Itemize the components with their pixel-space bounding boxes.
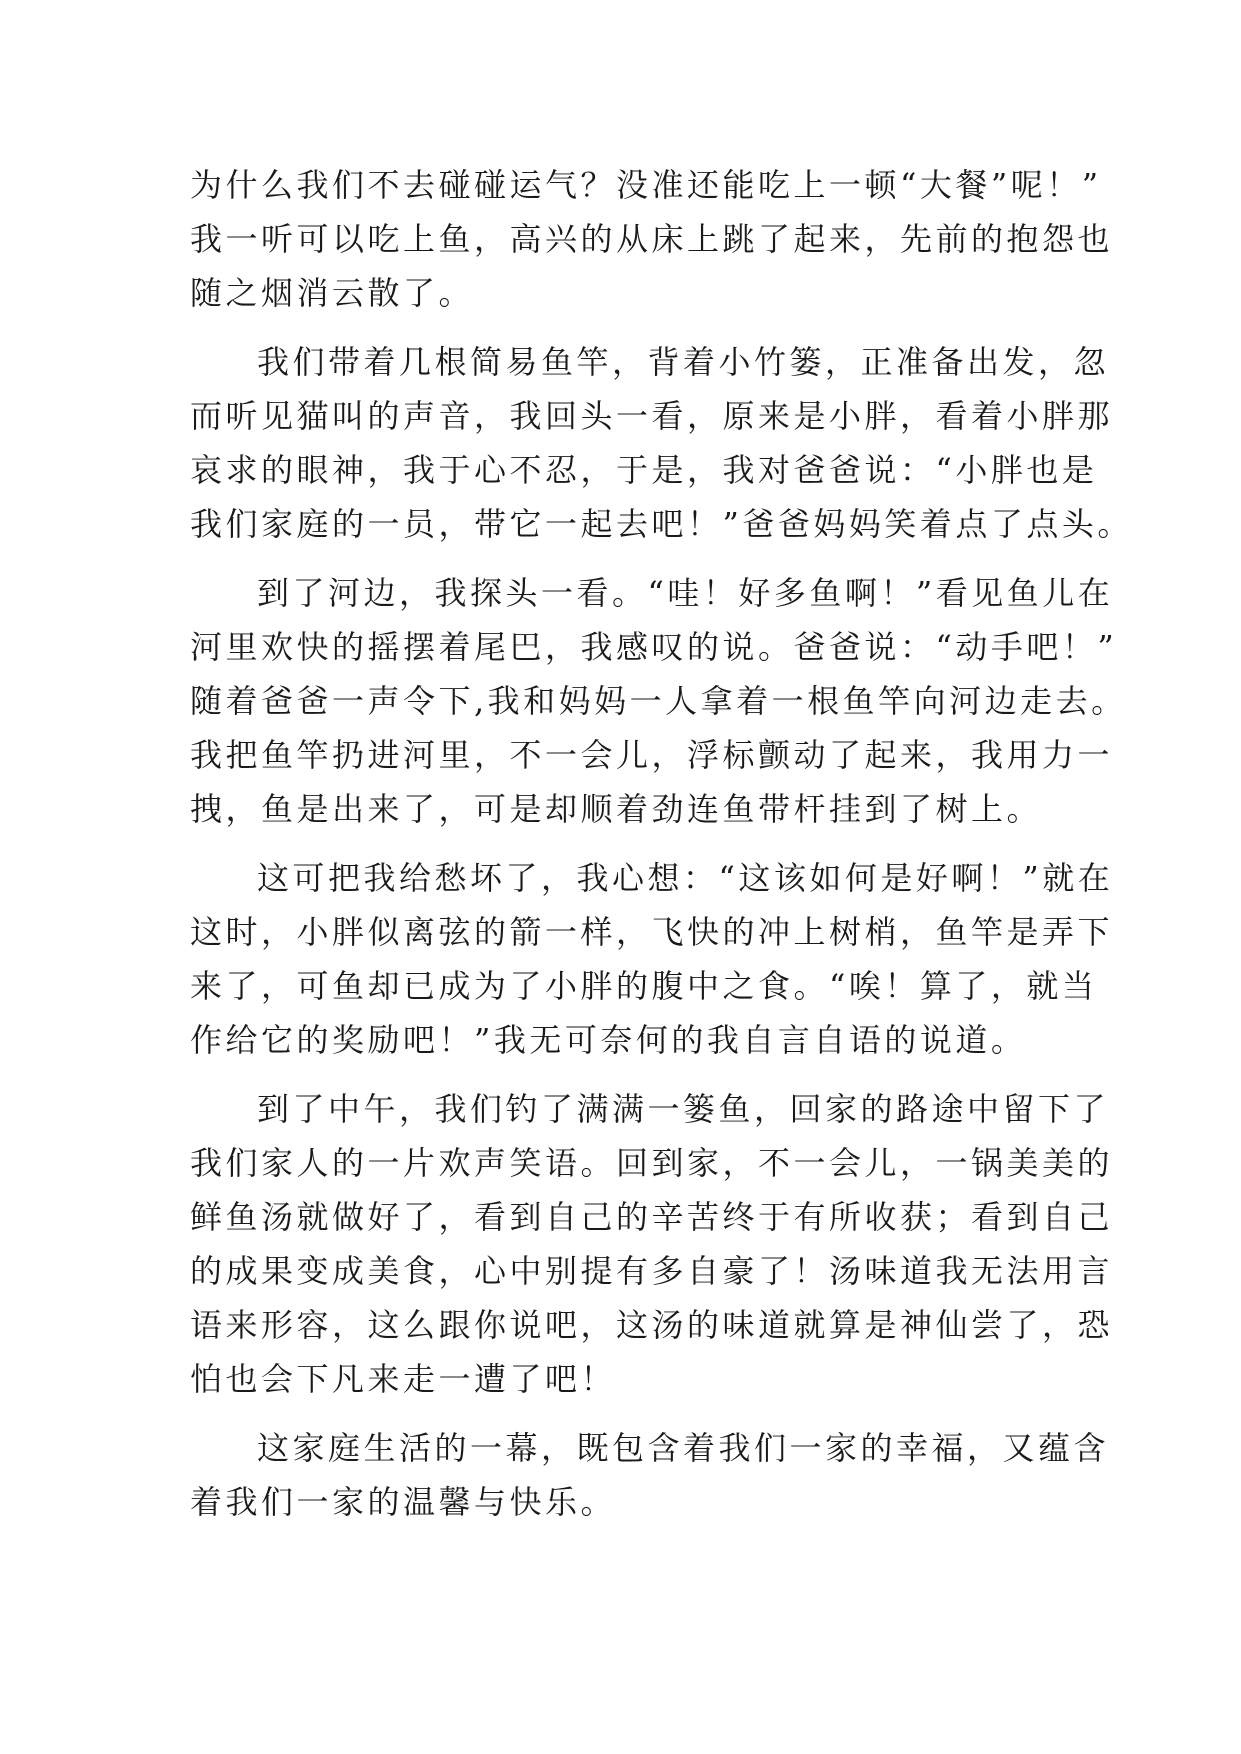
text-line: 的成果变成美食，心中别提有多自豪了！汤味道我无法用言 <box>190 1252 1114 1290</box>
text-line: 怕也会下凡来走一遭了吧！ <box>190 1360 617 1398</box>
paragraph-4 <box>190 851 1114 1067</box>
text-line: 我把鱼竿扔进河里，不一会儿，浮标颤动了起来，我用力一 <box>190 736 1114 774</box>
text-line: 这可把我给愁坏了，我心想：“这该如何是好啊！”就在 <box>257 859 1114 897</box>
paragraph-2 <box>190 335 1133 551</box>
text-line: 着我们一家的温馨与快乐。 <box>190 1483 617 1521</box>
text-line: 我们带着几根简易鱼竿，背着小竹篓，正准备出发，忽 <box>257 343 1110 381</box>
text-line: 为什么我们不去碰碰运气？没准还能吃上一顿“大餐”呢！” <box>190 166 1102 204</box>
text-line: 这时，小胖似离弦的箭一样，飞快的冲上树梢，鱼竿是弄下 <box>190 913 1114 951</box>
text-line: 到了河边，我探头一看。“哇！好多鱼啊！”看见鱼儿在 <box>257 574 1114 612</box>
text-line: 来了，可鱼却已成为了小胖的腹中之食。“唉！算了，就当 <box>190 967 1098 1005</box>
text-line: 语来形容，这么跟你说吧，这汤的味道就算是神仙尝了，恐 <box>190 1306 1114 1344</box>
text-line: 河里欢快的摇摆着尾巴，我感叹的说。爸爸说：“动手吧！” <box>190 628 1118 666</box>
text-line: 到了中午，我们钓了满满一篓鱼，回家的路途中留下了 <box>257 1090 1110 1128</box>
essay-body <box>190 158 1133 1529</box>
text-line: 鲜鱼汤就做好了，看到自己的辛苦终于有所收获；看到自己 <box>190 1198 1114 1236</box>
text-line: 作给它的奖励吧！”我无可奈何的我自言自语的说道。 <box>190 1021 1027 1059</box>
text-line: 这家庭生活的一幕，既包含着我们一家的幸福，又蕴含 <box>257 1429 1110 1467</box>
text-line: 我一听可以吃上鱼，高兴的从床上跳了起来，先前的抱怨也 <box>190 220 1114 258</box>
paragraph-6 <box>190 1421 1110 1529</box>
text-line: 而听见猫叫的声音，我回头一看，原来是小胖，看着小胖那 <box>190 397 1114 435</box>
paragraph-1 <box>190 158 1114 320</box>
paragraph-5 <box>190 1082 1114 1406</box>
text-line: 拽，鱼是出来了，可是却顺着劲连鱼带杆挂到了树上。 <box>190 790 1043 828</box>
text-line: 哀求的眼神，我于心不忍，于是，我对爸爸说：“小胖也是 <box>190 451 1098 489</box>
text-line: 我们家人的一片欢声笑语。回到家，不一会儿，一锅美美的 <box>190 1144 1114 1182</box>
text-line: 随着爸爸一声令下,我和妈妈一人拿着一根鱼竿向河边走去。 <box>190 682 1127 720</box>
text-line: 随之烟消云散了。 <box>190 274 475 312</box>
paragraph-3 <box>190 566 1127 836</box>
text-line: 我们家庭的一员，带它一起去吧！”爸爸妈妈笑着点了点头。 <box>190 505 1133 543</box>
